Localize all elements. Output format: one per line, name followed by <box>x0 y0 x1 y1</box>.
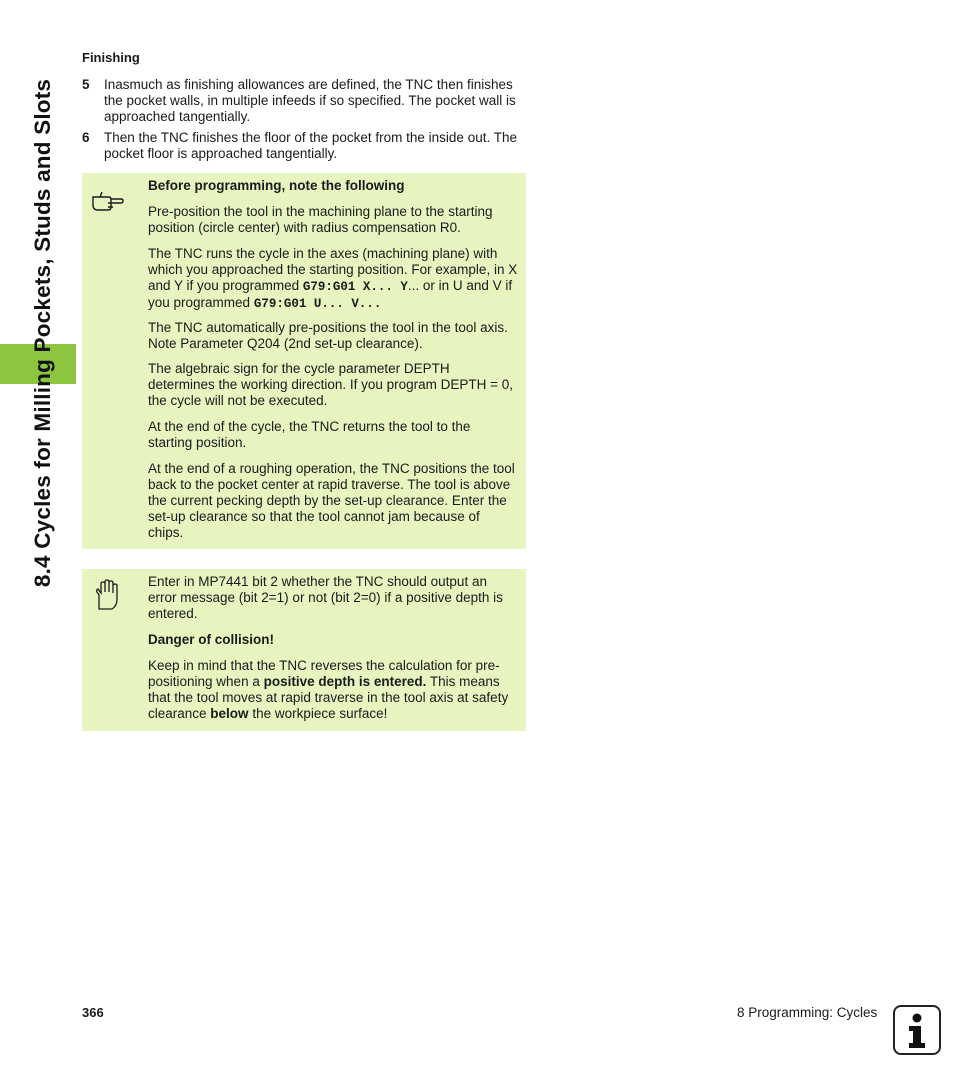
note-paragraph: Pre-position the tool in the machining plane to the starting position (circle center) with radius compensation R0. <box>148 204 493 235</box>
note-box-programming <box>82 173 526 549</box>
side-chapter-title: 8.4 Cycles for Milling Pockets, Studs and Slots <box>30 78 55 588</box>
step-number: 5 <box>82 77 90 92</box>
step-text: Then the TNC finishes the floor of the pocket from the inside out. The pocket floor is approached tangentially. <box>104 130 517 161</box>
note-title: Before programming, note the following <box>148 178 405 193</box>
section-heading: Finishing <box>82 50 140 65</box>
note-paragraph: Enter in MP7441 bit 2 whether the TNC should output an error message (bit 2=1) or not (bit 2=0) if a positive depth is entered. <box>148 574 503 621</box>
info-icon <box>893 1005 941 1055</box>
pointing-hand-icon <box>90 183 124 217</box>
raised-hand-icon <box>90 579 124 613</box>
note-paragraph: Keep in mind that the TNC reverses the calculation for pre-positioning when a positive depth is entered. This means that the tool moves at rapid traverse in the tool axis at safety clearance below the workpiece surface! <box>148 658 509 721</box>
side-chapter-strip <box>0 0 76 1091</box>
note-paragraph: At the end of the cycle, the TNC returns the tool to the starting position. <box>148 419 471 450</box>
note-paragraph: The TNC runs the cycle in the axes (machining plane) with which you approached the starting position. For example, in X and Y if you programmed G79:G01 X... Y... or in U and V if you programmed G79:G01 U... V... <box>148 246 518 311</box>
code-snippet: G79:G01 U... V... <box>253 297 382 311</box>
footer-chapter-title: 8 Programming: Cycles <box>737 1005 878 1020</box>
step-number: 6 <box>82 130 90 145</box>
page-number: 366 <box>82 1005 104 1020</box>
step-text: Inasmuch as finishing allowances are defined, the TNC then finishes the pocket walls, in multiple infeeds if so specified. The pocket wall is approached tangentially. <box>104 77 516 124</box>
note-title: Danger of collision! <box>148 632 275 647</box>
note-paragraph: The TNC automatically pre-positions the tool in the tool axis. Note Parameter Q204 (2nd set-up clearance). <box>148 320 508 351</box>
note-box-collision <box>82 569 526 731</box>
note-paragraph: At the end of a roughing operation, the TNC positions the tool back to the pocket center at rapid traverse. The tool is above the current pecking depth by the set-up clearance. Enter the set-up clearance so that the tool cannot jam because of chips. <box>148 461 515 540</box>
code-snippet: G79:G01 X... Y <box>302 280 408 294</box>
note-paragraph: The algebraic sign for the cycle parameter DEPTH determines the working direction. If you program DEPTH = 0, the cycle will not be executed. <box>148 361 514 408</box>
